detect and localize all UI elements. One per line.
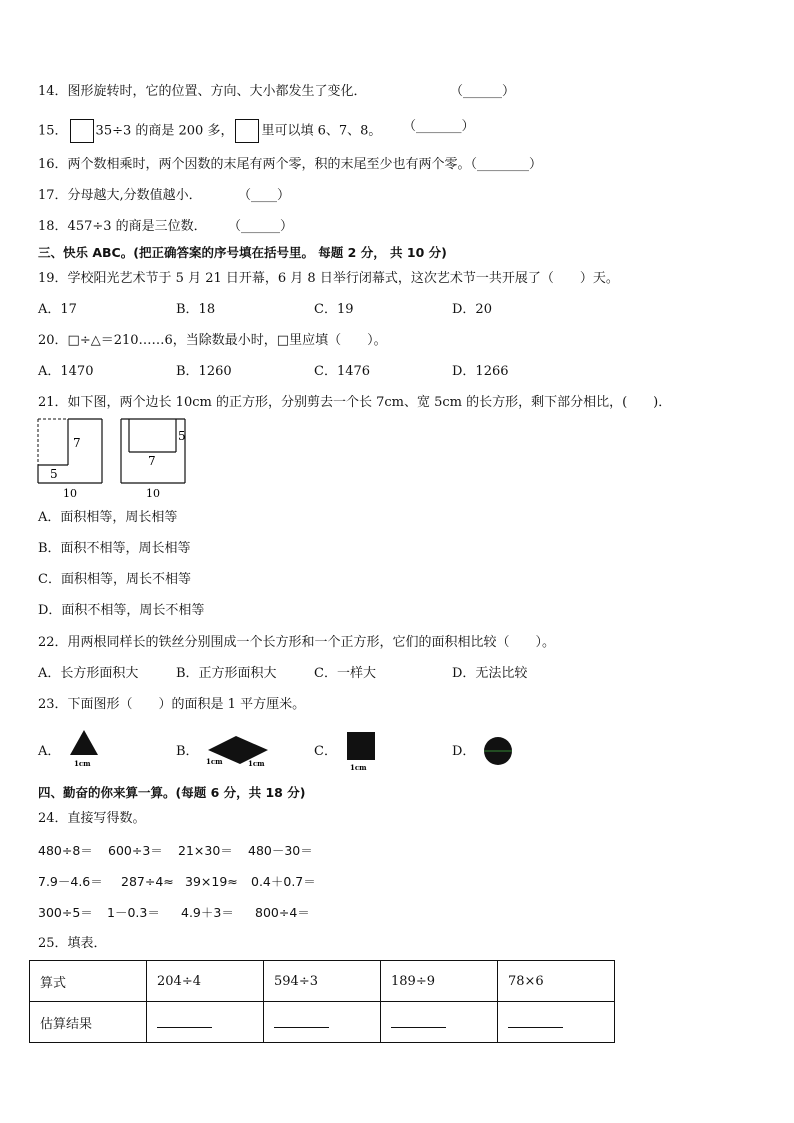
table-header-cell: 估算结果 xyxy=(30,1002,147,1043)
answer-cell[interactable] xyxy=(498,1002,615,1043)
question-14-answer-paren[interactable]: （______） xyxy=(450,84,516,99)
calc-item: 1－0.3＝ xyxy=(107,905,160,920)
q20-option-d[interactable]: D．1266 xyxy=(452,364,509,379)
answer-cell[interactable] xyxy=(147,1002,264,1043)
calc-item: 0.4＋0.7＝ xyxy=(251,874,316,889)
section-3-title: 三、快乐 ABC。(把正确答案的序号填在括号里。 每题 2 分， 共 10 分) xyxy=(38,245,447,260)
calc-item: 4.9＋3＝ xyxy=(181,905,234,920)
left-label-7: 7 xyxy=(73,436,81,450)
table-row xyxy=(30,961,615,1002)
answer-blank[interactable] xyxy=(391,1013,446,1028)
question-16 xyxy=(38,157,542,173)
q23-option-a[interactable]: A． xyxy=(38,744,61,759)
right-label-7: 7 xyxy=(148,454,156,468)
q21-square-figures xyxy=(36,417,196,501)
left-label-5: 5 xyxy=(50,467,58,481)
question-20-text: 20．□÷△＝210……6，当除数最小时，□里应填（ ）。 xyxy=(38,333,387,348)
question-15-tail: 里可以填 6、7、8。 xyxy=(261,123,382,139)
calc-item: 287÷4≈ xyxy=(121,874,174,889)
q23-option-b[interactable]: B． xyxy=(176,744,199,759)
right-square-figure xyxy=(121,419,186,500)
rhombus-unit-label-right: 1cm xyxy=(248,759,265,768)
question-24-text: 24．直接写得数。 xyxy=(38,811,146,826)
table-row xyxy=(30,1002,615,1043)
calc-item: 800÷4＝ xyxy=(255,905,310,920)
calc-item: 600÷3＝ xyxy=(108,843,163,858)
triangle-shape xyxy=(66,727,102,771)
table-cell: 204÷4 xyxy=(147,961,264,1002)
question-17-answer-paren[interactable]: （____） xyxy=(238,188,291,203)
answer-blank[interactable] xyxy=(274,1013,329,1028)
q20-option-b[interactable]: B．1260 xyxy=(176,364,232,379)
blank-box[interactable] xyxy=(235,119,259,143)
table-cell: 594÷3 xyxy=(264,961,381,1002)
q19-option-d[interactable]: D．20 xyxy=(452,302,492,317)
right-label-10: 10 xyxy=(146,487,160,500)
question-15-number: 15． xyxy=(38,123,68,139)
q22-option-d[interactable]: D．无法比较 xyxy=(452,666,528,681)
answer-cell[interactable] xyxy=(264,1002,381,1043)
rhombus-unit-label-left: 1cm xyxy=(206,757,223,766)
rhombus-shape xyxy=(204,734,276,770)
calc-item: 480－30＝ xyxy=(248,843,313,858)
answer-cell[interactable] xyxy=(381,1002,498,1043)
table-header-cell: 算式 xyxy=(30,961,147,1002)
question-18-text: 18．457÷3 的商是三位数． xyxy=(38,219,207,234)
left-label-10: 10 xyxy=(63,487,77,500)
q23-option-c[interactable]: C． xyxy=(314,744,337,759)
calc-item: 300÷5＝ xyxy=(38,905,93,920)
section-4-title: 四、勤奋的你来算一算。(每题 6 分，共 18 分) xyxy=(38,785,306,800)
calc-item: 21×30＝ xyxy=(178,843,233,858)
question-15-answer-paren[interactable]: （_______） xyxy=(403,119,475,134)
question-15-middle: 35÷3 的商是 200 多， xyxy=(95,123,234,139)
answer-blank[interactable] xyxy=(508,1013,563,1028)
q21-option-d[interactable]: D．面积不相等，周长不相等 xyxy=(38,603,205,618)
calc-item: 7.9－4.6＝ xyxy=(38,874,103,889)
q19-option-c[interactable]: C．19 xyxy=(314,302,354,317)
question-19-text: 19．学校阳光艺术节于 5 月 21 日开幕，6 月 8 日举行闭幕式，这次艺术节一共开展了（ ）天。 xyxy=(38,271,619,286)
calc-item: 39×19≈ xyxy=(185,874,238,889)
q23-option-d[interactable]: D． xyxy=(452,744,476,759)
q22-option-a[interactable]: A．长方形面积大 xyxy=(38,666,139,681)
q20-option-c[interactable]: C．1476 xyxy=(314,364,371,379)
question-15 xyxy=(38,119,475,143)
calc-item: 480÷8＝ xyxy=(38,843,93,858)
square-unit-label: 1cm xyxy=(350,763,367,772)
q22-option-c[interactable]: C．一样大 xyxy=(314,666,376,681)
q21-option-b[interactable]: B．面积不相等，周长相等 xyxy=(38,541,191,556)
square-shape xyxy=(343,730,379,772)
q21-option-c[interactable]: C．面积相等，周长不相等 xyxy=(38,572,191,587)
question-14 xyxy=(38,84,516,100)
q19-option-b[interactable]: B．18 xyxy=(176,302,216,317)
question-25-text: 25．填表． xyxy=(38,936,107,951)
answer-blank[interactable] xyxy=(157,1013,212,1028)
triangle-unit-label: 1cm xyxy=(74,759,91,768)
estimate-table xyxy=(29,960,615,1043)
question-22-text: 22．用两根同样长的铁丝分别围成一个长方形和一个正方形，它们的面积相比较（ ）。 xyxy=(38,635,556,650)
question-21-text: 21．如下图，两个边长 10cm 的正方形，分别剪去一个长 7cm、宽 5cm 的长方形，剩下部分相比，( )． xyxy=(38,395,672,410)
q19-option-a[interactable]: A．17 xyxy=(38,302,77,317)
table-cell: 78×6 xyxy=(498,961,615,1002)
q20-option-a[interactable]: A．1470 xyxy=(38,364,94,379)
q21-option-a[interactable]: A．面积相等，周长相等 xyxy=(38,510,178,525)
question-18-answer-paren[interactable]: （______） xyxy=(228,219,294,234)
question-16-text: 16．两个数相乘时，两个因数的末尾有两个零，积的末尾至少也有两个零。（________） xyxy=(38,157,543,172)
question-17 xyxy=(38,188,291,204)
blank-box[interactable] xyxy=(70,119,94,143)
table-cell: 189÷9 xyxy=(381,961,498,1002)
question-14-text: 14．图形旋转时，它的位置、方向、大小都发生了变化． xyxy=(38,84,367,99)
question-18 xyxy=(38,219,294,235)
q22-option-b[interactable]: B．正方形面积大 xyxy=(176,666,277,681)
circle-shape xyxy=(481,735,515,767)
question-17-text: 17．分母越大,分数值越小． xyxy=(38,188,202,203)
question-23-text: 23．下面图形（ ）的面积是 1 平方厘米。 xyxy=(38,697,306,712)
left-square-figure xyxy=(38,419,102,500)
right-label-5: 5 xyxy=(178,429,186,443)
